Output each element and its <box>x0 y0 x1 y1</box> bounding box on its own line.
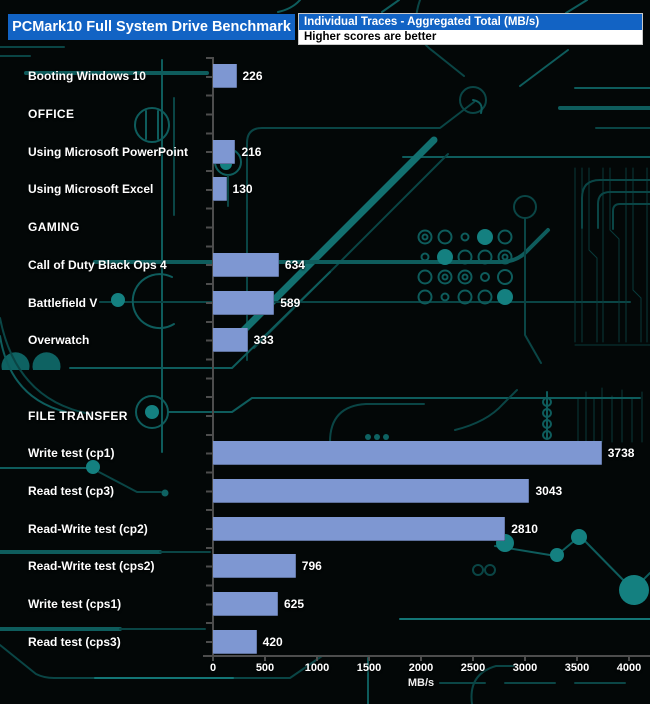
row-label: Battlefield V <box>28 295 98 310</box>
bar-value-label: 216 <box>241 144 262 159</box>
section-label: FILE TRANSFER <box>28 408 128 423</box>
bar-value-label: 130 <box>232 182 253 197</box>
x-tick-label: 2500 <box>460 662 486 674</box>
bar-value-label: 625 <box>284 597 305 612</box>
section-label: GAMING <box>28 220 80 235</box>
row-label: Read-Write test (cp2) <box>28 521 148 536</box>
x-tick-label: 4000 <box>616 662 642 674</box>
x-tick-mark <box>628 657 630 661</box>
x-tick-label: 1500 <box>356 662 382 674</box>
x-tick-mark <box>212 657 214 661</box>
chart-bar <box>213 328 248 352</box>
legend <box>298 13 643 45</box>
bar-value-label: 589 <box>280 295 301 310</box>
bar-value-label: 796 <box>301 559 322 574</box>
chart-title: PCMark10 Full System Drive Benchmark <box>8 14 295 40</box>
row-label: Call of Duty Black Ops 4 <box>28 257 167 272</box>
legend-note: Higher scores are better <box>299 30 642 44</box>
bar-value-label: 226 <box>242 69 263 84</box>
x-tick-label: 3500 <box>564 662 590 674</box>
row-label: Read test (cps3) <box>28 634 121 649</box>
x-tick-mark <box>264 657 266 661</box>
chart-bar <box>213 630 257 654</box>
x-tick-label: 1000 <box>304 662 330 674</box>
x-tick-mark <box>316 657 318 661</box>
chart-bar <box>213 177 227 201</box>
x-tick-label: 500 <box>255 662 275 674</box>
x-axis-line <box>203 655 650 657</box>
legend-title: Individual Traces - Aggregated Total (MB/s) <box>299 14 642 30</box>
row-label: Using Microsoft PowerPoint <box>28 144 189 159</box>
x-tick-mark <box>576 657 578 661</box>
row-label: Write test (cp1) <box>28 446 115 461</box>
row-label: Read-Write test (cps2) <box>28 559 155 574</box>
chart-bar <box>213 592 278 616</box>
x-tick-mark <box>524 657 526 661</box>
bar-value-label: 634 <box>284 257 305 272</box>
chart-bar <box>213 253 279 277</box>
section-label: OFFICE <box>28 107 75 122</box>
row-label: Using Microsoft Excel <box>28 182 154 197</box>
x-tick-mark <box>472 657 474 661</box>
bar-value-label: 3738 <box>607 446 635 461</box>
row-label: Write test (cps1) <box>28 597 122 612</box>
chart-bar <box>213 441 602 465</box>
chart-bar <box>213 554 296 578</box>
x-tick-label: 2000 <box>408 662 434 674</box>
chart-bar <box>213 64 237 88</box>
chart-bar <box>213 140 235 164</box>
chart-bar <box>213 517 505 541</box>
bar-value-label: 420 <box>262 634 283 649</box>
chart-bar <box>213 291 274 315</box>
x-tick-mark <box>420 657 422 661</box>
x-tick-label: 0 <box>209 662 217 674</box>
x-tick-mark <box>368 657 370 661</box>
bar-value-label: 3043 <box>535 484 563 499</box>
row-label: Read test (cp3) <box>28 484 115 499</box>
bar-value-label: 2810 <box>511 521 538 536</box>
x-axis-title: MB/s <box>407 677 435 689</box>
bar-value-label: 333 <box>253 333 274 348</box>
x-tick-label: 3000 <box>512 662 538 674</box>
row-label: Booting Windows 10 <box>28 69 146 84</box>
chart-bar <box>213 479 529 503</box>
row-label: Overwatch <box>28 333 90 348</box>
